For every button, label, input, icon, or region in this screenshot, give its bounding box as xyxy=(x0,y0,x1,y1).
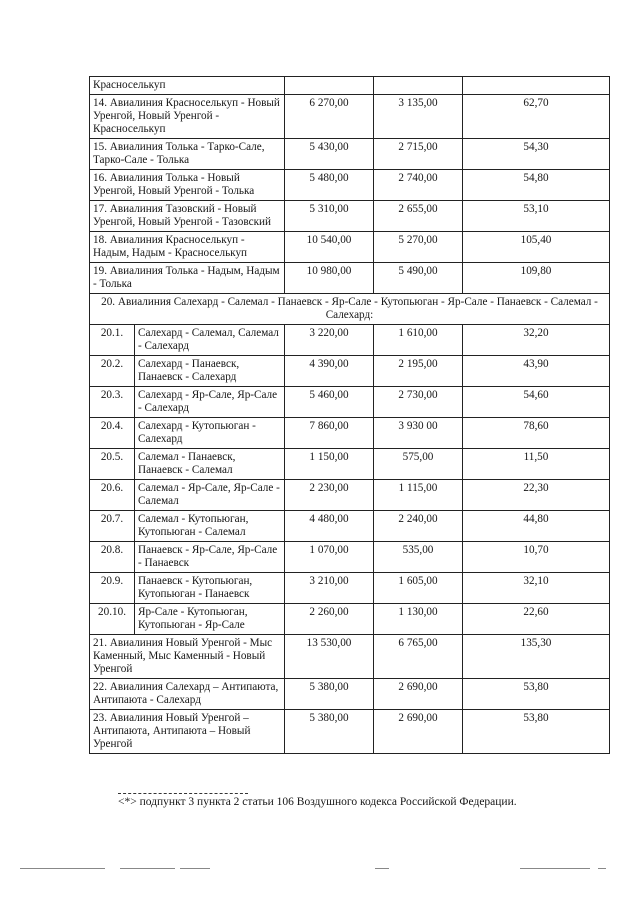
route-name-cell: 21. Авиалиния Новый Уренгой - Мыс Каменный, Мыс Каменный - Новый Уренгой xyxy=(90,635,285,679)
table-row xyxy=(90,710,610,754)
value-cell: 3 930 00 xyxy=(374,418,463,449)
value-cell: 5 460,00 xyxy=(285,387,374,418)
value-cell: 5 490,00 xyxy=(374,263,463,294)
value-cell: 53,80 xyxy=(463,710,610,754)
route-name-cell: Салехард - Панаевск, Панаевск - Салехард xyxy=(135,356,285,387)
value-cell: 44,80 xyxy=(463,511,610,542)
value-cell: 6 765,00 xyxy=(374,635,463,679)
value-cell: 54,60 xyxy=(463,387,610,418)
table-row xyxy=(90,679,610,710)
value-cell: 6 270,00 xyxy=(285,95,374,139)
value-cell xyxy=(463,77,610,95)
footnote-separator xyxy=(118,793,248,794)
value-cell: 1 130,00 xyxy=(374,604,463,635)
table-row xyxy=(90,604,610,635)
table-row xyxy=(90,635,610,679)
value-cell: 2 230,00 xyxy=(285,480,374,511)
value-cell: 2 715,00 xyxy=(374,139,463,170)
table-row xyxy=(90,325,610,356)
route-code-cell: 20.8. xyxy=(90,542,135,573)
value-cell: 53,80 xyxy=(463,679,610,710)
value-cell: 43,90 xyxy=(463,356,610,387)
value-cell xyxy=(374,77,463,95)
value-cell: 135,30 xyxy=(463,635,610,679)
value-cell: 105,40 xyxy=(463,232,610,263)
table-row xyxy=(90,139,610,170)
value-cell xyxy=(285,77,374,95)
value-cell: 22,60 xyxy=(463,604,610,635)
value-cell: 2 740,00 xyxy=(374,170,463,201)
route-name-cell: Салемал - Панаевск, Панаевск - Салемал xyxy=(135,449,285,480)
value-cell: 575,00 xyxy=(374,449,463,480)
table-row xyxy=(90,356,610,387)
route-code-cell: 20.10. xyxy=(90,604,135,635)
route-name-cell: Салехард - Яр-Сале, Яр-Сале - Салехард xyxy=(135,387,285,418)
value-cell: 5 310,00 xyxy=(285,201,374,232)
route-name-cell: Яр-Сале - Кутопьюган, Кутопьюган - Яр-Сале xyxy=(135,604,285,635)
value-cell: 62,70 xyxy=(463,95,610,139)
value-cell: 1 605,00 xyxy=(374,573,463,604)
route-code-cell: 20.3. xyxy=(90,387,135,418)
value-cell: 1 115,00 xyxy=(374,480,463,511)
route-code-cell: 20.5. xyxy=(90,449,135,480)
value-cell: 5 270,00 xyxy=(374,232,463,263)
route-name-cell: 16. Авиалиния Толька - Новый Уренгой, Новый Уренгой - Толька xyxy=(90,170,285,201)
route-name-cell: Салехард - Кутопьюган - Салехард xyxy=(135,418,285,449)
table-row xyxy=(90,480,610,511)
value-cell: 32,10 xyxy=(463,573,610,604)
value-cell: 1 070,00 xyxy=(285,542,374,573)
tariff-table xyxy=(89,76,610,754)
tariff-table-body xyxy=(90,77,610,754)
route-name-cell: 17. Авиалиния Тазовский - Новый Уренгой, Новый Уренгой - Тазовский xyxy=(90,201,285,232)
value-cell: 10 980,00 xyxy=(285,263,374,294)
route-group-header-row xyxy=(90,294,610,325)
scan-artifacts xyxy=(20,868,610,872)
value-cell: 11,50 xyxy=(463,449,610,480)
table-row xyxy=(90,201,610,232)
route-name-cell: 15. Авиалиния Толька - Тарко-Сале, Тарко-Сале - Толька xyxy=(90,139,285,170)
value-cell: 7 860,00 xyxy=(285,418,374,449)
route-code-cell: 20.7. xyxy=(90,511,135,542)
value-cell: 535,00 xyxy=(374,542,463,573)
value-cell: 3 210,00 xyxy=(285,573,374,604)
route-code-cell: 20.4. xyxy=(90,418,135,449)
route-name-cell: 22. Авиалиния Салехард – Антипаюта, Антипаюта - Салехард xyxy=(90,679,285,710)
route-name-cell: 18. Авиалиния Красноселькуп - Надым, Надым - Красноселькуп xyxy=(90,232,285,263)
value-cell: 78,60 xyxy=(463,418,610,449)
route-name-cell: Красноселькуп xyxy=(90,77,285,95)
value-cell: 2 655,00 xyxy=(374,201,463,232)
table-row xyxy=(90,449,610,480)
route-name-cell: Панаевск - Яр-Сале, Яр-Сале - Панаевск xyxy=(135,542,285,573)
table-row xyxy=(90,542,610,573)
table-row xyxy=(90,573,610,604)
table-row xyxy=(90,418,610,449)
table-row xyxy=(90,170,610,201)
value-cell: 3 135,00 xyxy=(374,95,463,139)
route-code-cell: 20.9. xyxy=(90,573,135,604)
route-name-cell: Панаевск - Кутопьюган, Кутопьюган - Панаевск xyxy=(135,573,285,604)
table-row xyxy=(90,95,610,139)
table-row xyxy=(90,77,610,95)
value-cell: 5 430,00 xyxy=(285,139,374,170)
route-code-cell: 20.2. xyxy=(90,356,135,387)
value-cell: 53,10 xyxy=(463,201,610,232)
value-cell: 5 480,00 xyxy=(285,170,374,201)
value-cell: 3 220,00 xyxy=(285,325,374,356)
footnote: <*> подпункт 3 пункта 2 статьи 106 Воздушного кодекса Российской Федерации. xyxy=(118,796,517,808)
route-name-cell: 19. Авиалиния Толька - Надым, Надым - Толька xyxy=(90,263,285,294)
value-cell: 2 240,00 xyxy=(374,511,463,542)
table-row xyxy=(90,387,610,418)
value-cell: 109,80 xyxy=(463,263,610,294)
route-code-cell: 20.6. xyxy=(90,480,135,511)
value-cell: 32,20 xyxy=(463,325,610,356)
value-cell: 10,70 xyxy=(463,542,610,573)
value-cell: 4 480,00 xyxy=(285,511,374,542)
value-cell: 2 730,00 xyxy=(374,387,463,418)
value-cell: 2 690,00 xyxy=(374,679,463,710)
value-cell: 13 530,00 xyxy=(285,635,374,679)
value-cell: 54,30 xyxy=(463,139,610,170)
route-name-cell: Салехард - Салемал, Салемал - Салехард xyxy=(135,325,285,356)
value-cell: 2 195,00 xyxy=(374,356,463,387)
table-row xyxy=(90,263,610,294)
value-cell: 2 690,00 xyxy=(374,710,463,754)
value-cell: 2 260,00 xyxy=(285,604,374,635)
value-cell: 10 540,00 xyxy=(285,232,374,263)
value-cell: 5 380,00 xyxy=(285,679,374,710)
route-name-cell: 23. Авиалиния Новый Уренгой – Антипаюта, Антипаюта – Новый Уренгой xyxy=(90,710,285,754)
table-row xyxy=(90,232,610,263)
route-name-cell: Салемал - Кутопьюган, Кутопьюган - Салемал xyxy=(135,511,285,542)
value-cell: 54,80 xyxy=(463,170,610,201)
table-row xyxy=(90,511,610,542)
route-code-cell: 20.1. xyxy=(90,325,135,356)
route-group-header: 20. Авиалиния Салехард - Салемал - Панаевск - Яр-Сале - Кутопьюган - Яр-Сале - Панаевск - Салемал - Салехард: xyxy=(90,294,610,325)
value-cell: 22,30 xyxy=(463,480,610,511)
value-cell: 1 150,00 xyxy=(285,449,374,480)
route-name-cell: Салемал - Яр-Сале, Яр-Сале - Салемал xyxy=(135,480,285,511)
value-cell: 4 390,00 xyxy=(285,356,374,387)
route-name-cell: 14. Авиалиния Красноселькуп - Новый Уренгой, Новый Уренгой - Красноселькуп xyxy=(90,95,285,139)
value-cell: 1 610,00 xyxy=(374,325,463,356)
value-cell: 5 380,00 xyxy=(285,710,374,754)
